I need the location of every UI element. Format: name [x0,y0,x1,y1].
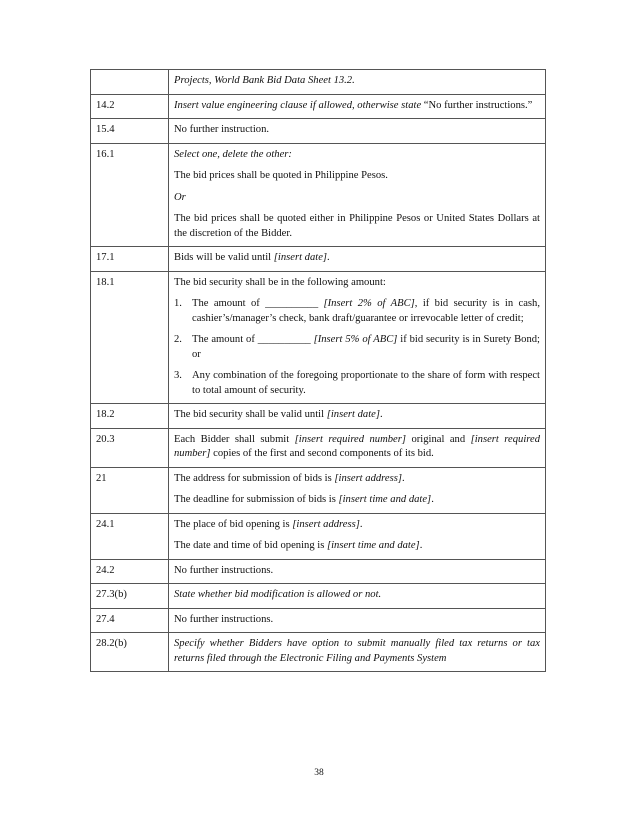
table-row [91,513,546,559]
clause-number: 17.1 [91,247,169,272]
table-row [91,608,546,633]
clause-text: Projects, World Bank Bid Data Sheet 13.2. [169,70,546,95]
clause-number: 21 [91,467,169,513]
clause-number: 14.2 [91,94,169,119]
table-row [91,271,546,404]
bid-data-sheet-table [90,69,546,672]
clause-text: The bid security shall be in the following amount: 1. The amount of __________ [Insert 2% of ABC], if bid security is in cash, cashier’s/manager’s check, bank draft/guarantee or irrevocable letter of credit; 2. The amount of __________ [Insert 5% of ABC] if bid security is in Surety Bond; or 3. Any combination of the foregoing proportionate to the share of form with respect to total amount of security. [169,271,546,404]
clause-number: 28.2(b) [91,633,169,672]
clause-text: Select one, delete the other: The bid prices shall be quoted in Philippine Pesos. Or The bid prices shall be quoted either in Philippine Pesos or United States Dollars at the discretion of the Bidder. [169,143,546,247]
clause-text: No further instruction. [169,119,546,144]
clause-number: 20.3 [91,428,169,467]
clause-number: 16.1 [91,143,169,247]
clause-text: The bid security shall be valid until [insert date]. [169,404,546,429]
amount-list [174,297,540,398]
clause-number: 18.1 [91,271,169,404]
clause-number: 24.2 [91,559,169,584]
table-row [91,404,546,429]
table-row [91,143,546,247]
table-row [91,119,546,144]
clause-text: State whether bid modification is allowed or not. [169,584,546,609]
clause-text: Specify whether Bidders have option to submit manually filed tax returns or tax returns filed through the Electronic Filing and Payments System [169,633,546,672]
table-row [91,584,546,609]
clause-number [91,70,169,95]
table-row [91,247,546,272]
table-row [91,559,546,584]
clause-text: Each Bidder shall submit [insert required number] original and [insert required number] copies of the first and second components of its bid. [169,428,546,467]
list-item: 3. Any combination of the foregoing proportionate to the share of form with respect to total amount of security. [174,370,540,396]
clause-text: Insert value engineering clause if allowed, otherwise state “No further instructions.” [169,94,546,119]
table-row [91,70,546,95]
clause-number: 24.1 [91,513,169,559]
table-row [91,428,546,467]
table-row [91,467,546,513]
table-row [91,633,546,672]
clause-number: 27.3(b) [91,584,169,609]
list-item: 2. The amount of __________ [Insert 5% of ABC] if bid security is in Surety Bond; or [174,334,540,360]
clause-text: The place of bid opening is [insert address]. The date and time of bid opening is [insert time and date]. [169,513,546,559]
list-item: 1. The amount of __________ [Insert 2% of ABC], if bid security is in cash, cashier’s/manager’s check, bank draft/guarantee or irrevocable letter of credit; [174,298,540,324]
clause-number: 15.4 [91,119,169,144]
clause-text: Bids will be valid until [insert date]. [169,247,546,272]
table-row [91,94,546,119]
clause-number: 27.4 [91,608,169,633]
clause-text: No further instructions. [169,608,546,633]
clause-text: No further instructions. [169,559,546,584]
clause-number: 18.2 [91,404,169,429]
clause-text: The address for submission of bids is [insert address]. The deadline for submission of bids is [insert time and date]. [169,467,546,513]
page-number: 38 [314,768,324,778]
